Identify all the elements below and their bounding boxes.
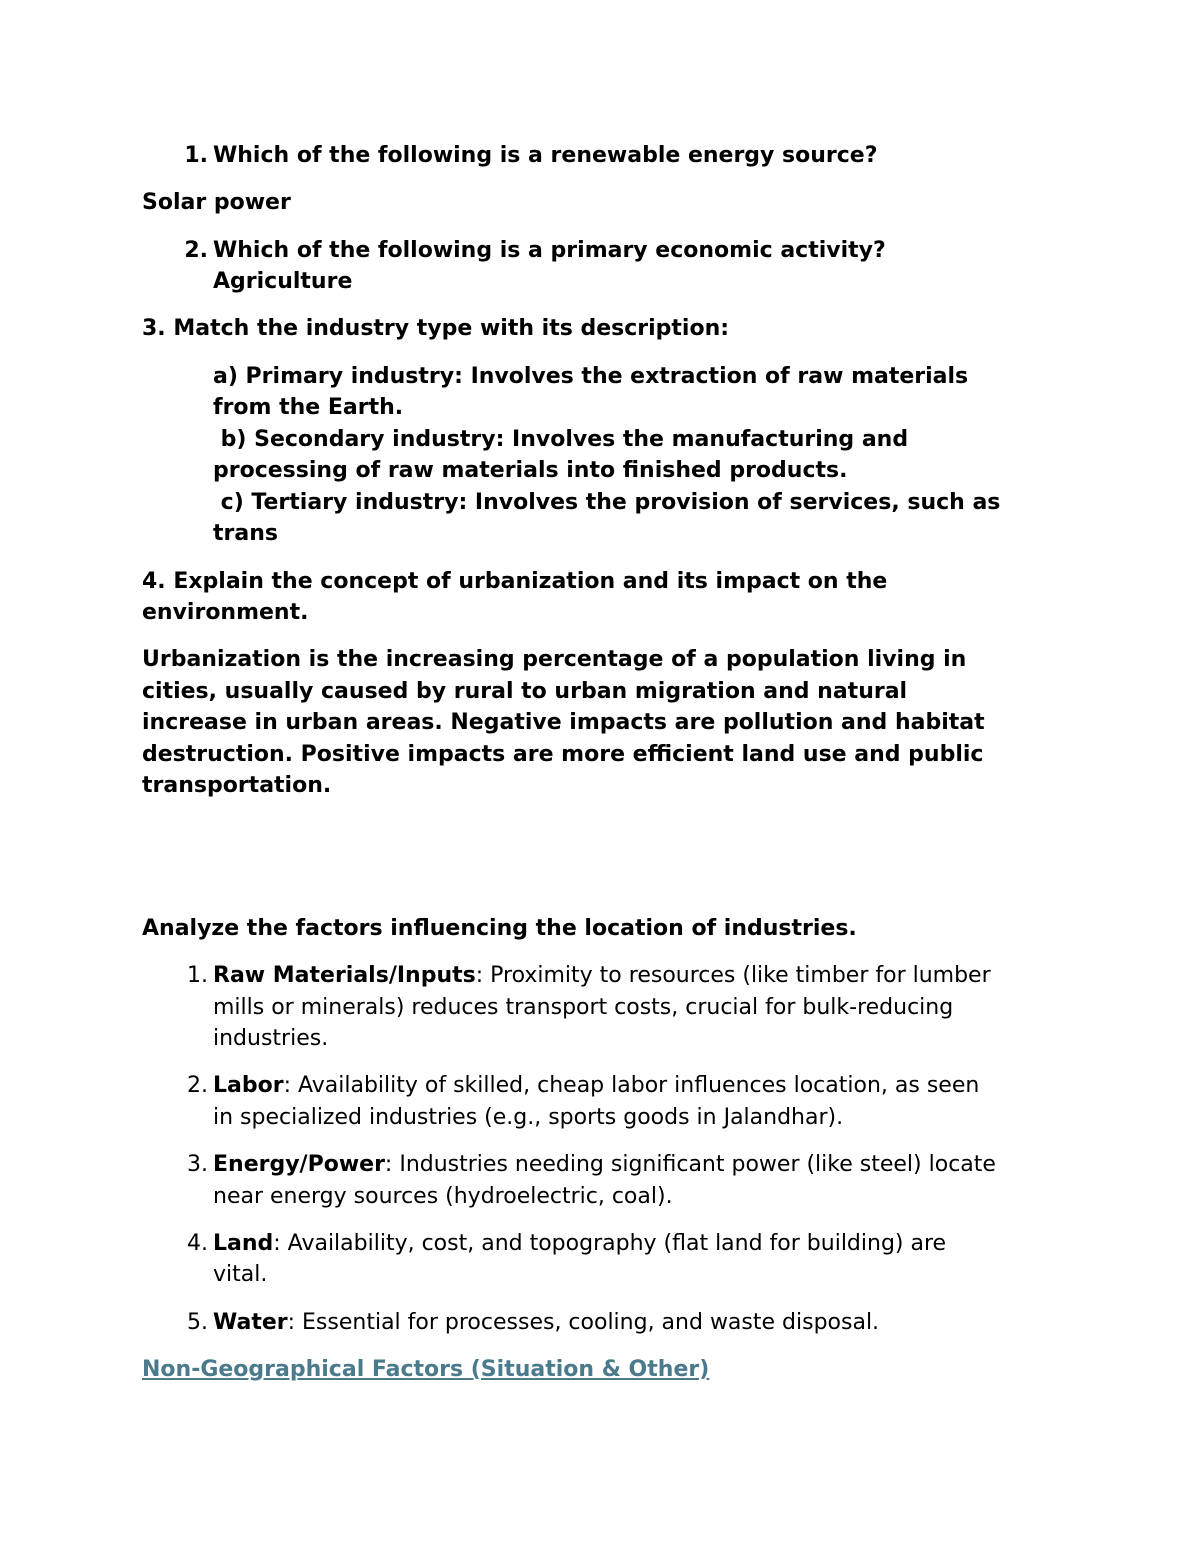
list-text: near energy sources (hydroelectric, coal). [213,1184,673,1209]
answer-text: Agriculture [213,269,353,294]
list-term: Water [213,1310,288,1335]
answer-4-line4: destruction. Positive impacts are more efficient land use and public [142,742,984,767]
question-4-line2: environment. [142,600,309,625]
question-number: 2. [184,238,208,263]
list-term: Labor [213,1073,284,1098]
list-text: in specialized industries (e.g., sports goods in Jalandhar). [213,1105,844,1130]
list-number: 1. [187,963,208,988]
list-text: : Availability, cost, and topography (flat land for building) are [273,1231,947,1256]
list-number: 5. [187,1310,208,1335]
answer-4-line3: increase in urban areas. Negative impacts are pollution and habitat [142,710,985,735]
question-4-line1: 4. Explain the concept of urbanization and its impact on the [142,569,888,594]
question-text: Which of the following is a primary economic activity? [213,238,886,263]
list-term: Raw Materials/Inputs [213,963,476,988]
answer-4-line1: Urbanization is the increasing percentage of a population living in [142,647,967,672]
list-text: : Proximity to resources (like timber for lumber [475,963,991,988]
list-text: : Industries needing significant power (like steel) locate [384,1152,996,1177]
list-text: industries. [213,1026,329,1051]
answer-3-b-text: b) Secondary industry: Involves the manufacturing and [213,427,909,452]
answer-4-line2: cities, usually caused by rural to urban migration and natural [142,679,908,704]
list-number: 4. [187,1231,208,1256]
answer-3-a-text: a) Primary industry: Involves the extraction of raw materials [213,364,969,389]
list-text: : Availability of skilled, cheap labor influences location, as seen [283,1073,980,1098]
non-geographical-factors-link[interactable]: Non-Geographical Factors (Situation & Other) [142,1357,710,1382]
list-term: Energy/Power [213,1152,385,1177]
non-geographical-factors-heading [142,1354,1062,1386]
question-3: 3. Match the industry type with its description: [142,316,730,341]
question-number: 1. [184,143,208,168]
list-text: mills or minerals) reduces transport costs, crucial for bulk-reducing [213,995,954,1020]
answer-3-c-text: trans [213,521,278,546]
list-number: 2. [187,1073,208,1098]
answer-1: Solar power [142,190,291,215]
answer-3-c-text: c) Tertiary industry: Involves the provision of services, such as [213,490,1001,515]
question-text: Which of the following is a renewable energy source? [213,143,878,168]
answer-3-b-text: processing of raw materials into finished products. [213,458,848,483]
answer-3-a-text: from the Earth. [213,395,404,420]
list-term: Land [213,1231,274,1256]
list-number: 3. [187,1152,208,1177]
answer-4-line5: transportation. [142,773,332,798]
list-text: vital. [213,1262,268,1287]
section-heading: Analyze the factors influencing the location of industries. [142,916,857,941]
list-text: : Essential for processes, cooling, and waste disposal. [287,1310,880,1335]
